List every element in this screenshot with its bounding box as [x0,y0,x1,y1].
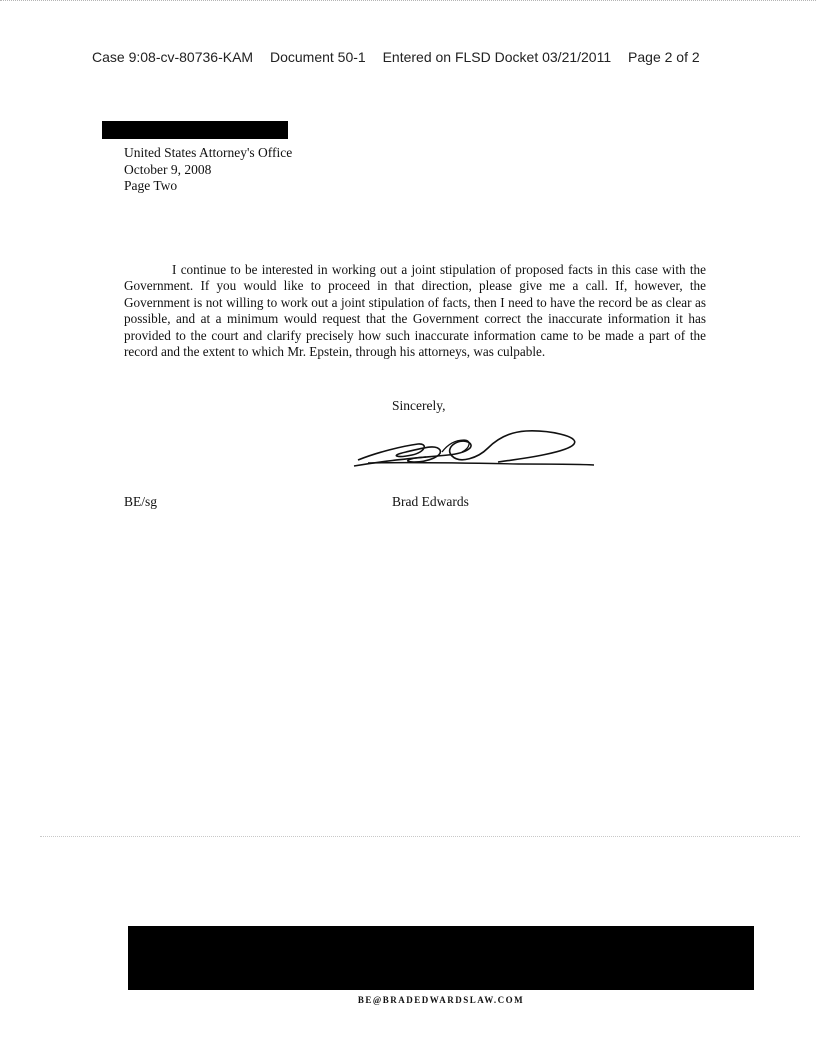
letter-date: October 9, 2008 [124,161,212,177]
docket-entry: Entered on FLSD Docket 03/21/2011 [382,49,612,65]
document-number: Document 50-1 [269,49,366,65]
recipient-block [124,145,292,195]
footer-redaction [128,926,754,990]
page-number: Page 2 of 2 [628,49,700,65]
court-filing-header [92,49,772,65]
scan-edge [0,0,816,7]
typist-initials: BE/sg [124,494,158,509]
signer-name: Brad Edwards [392,494,469,509]
recipient-office: United States Attorney's Office [124,145,293,160]
redaction-bar [102,121,288,139]
body-paragraph: I continue to be interested in working out a joint stipulation of proposed facts in this case with the Government. If you would like to proceed in that direction, please give me a call. If, however, the Government is not willing to work out a joint stipulation of facts, then I need to have the record be as clear as possible, and at a minimum would request that the Government correct the inaccurate information it has provided to the court and clarify precisely how such inaccurate information came to be made a part of the record and the extent to which Mr. Epstein, through his attorneys, was culpable. [124,262,706,360]
scan-artifact-rule [40,836,800,837]
closing-salutation: Sincerely, [392,398,446,413]
case-number: Case 9:08-cv-80736-KAM [92,49,254,65]
signature [348,422,598,474]
footer-email: BE@BRADEDWARDSLAW.COM [357,995,525,1005]
page-label: Page Two [124,178,178,193]
